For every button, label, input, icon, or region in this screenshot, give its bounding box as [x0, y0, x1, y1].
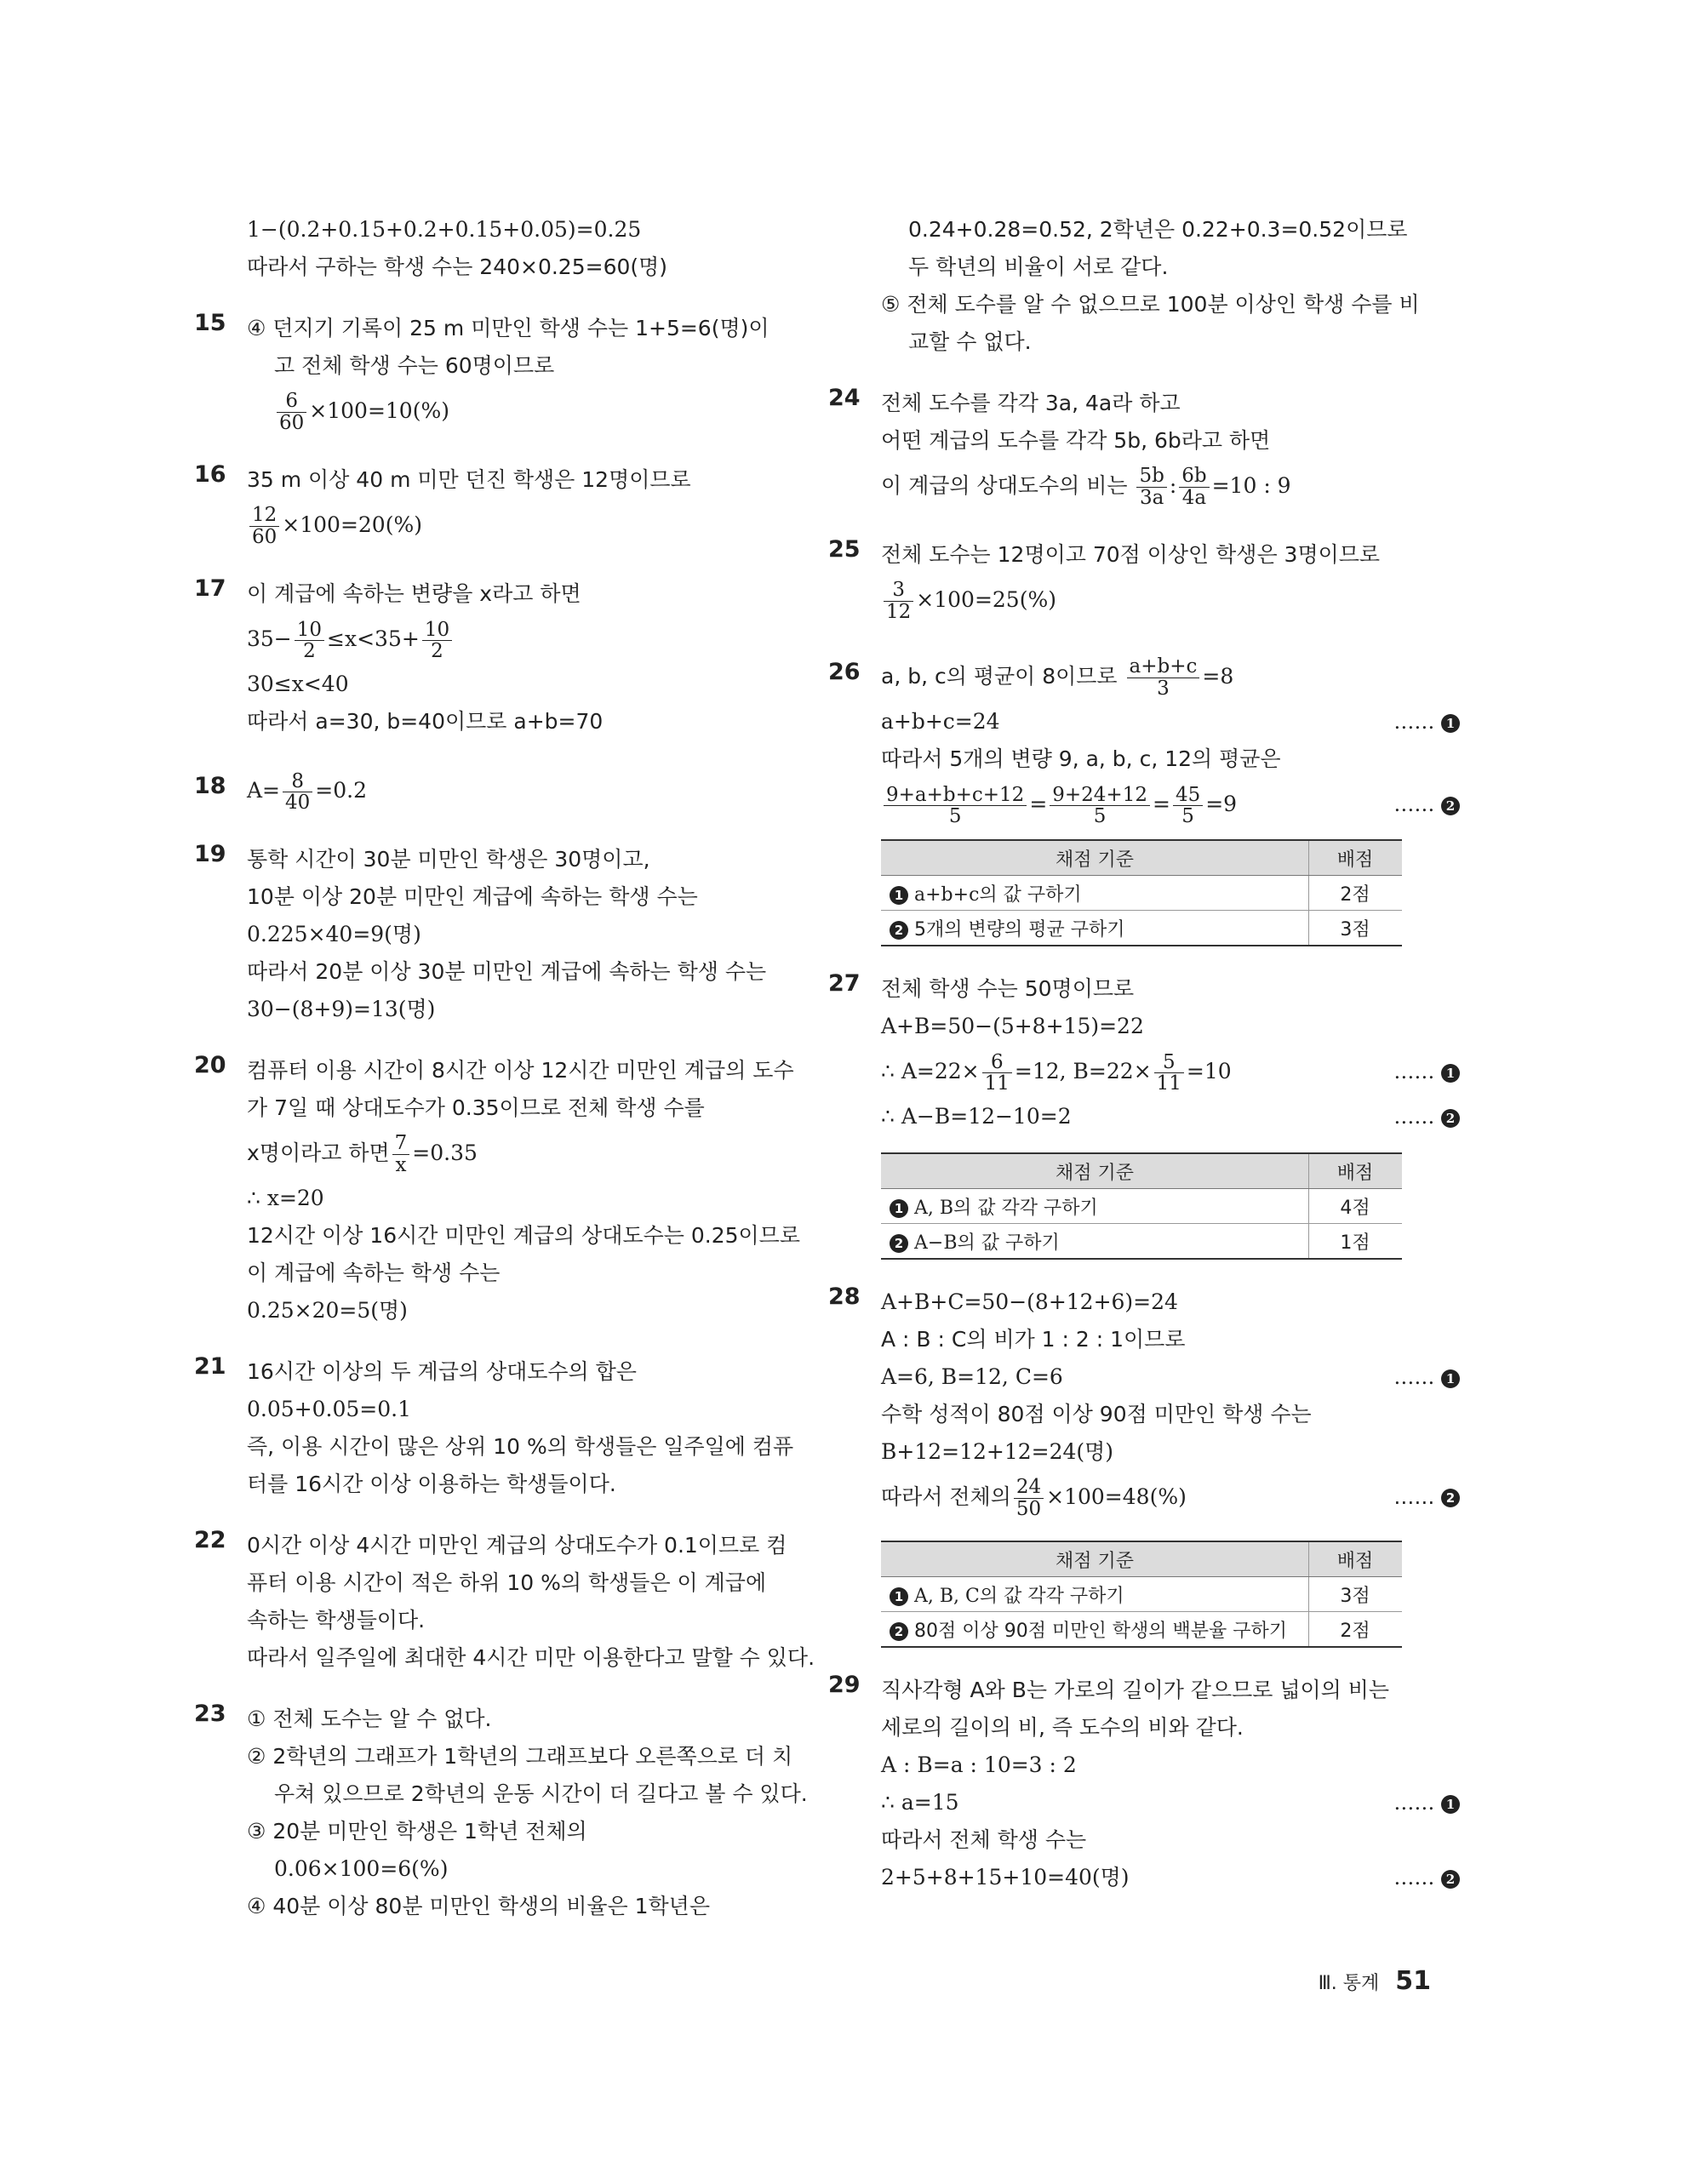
fraction: $\frac{5}{11}$ [1154, 1052, 1184, 1094]
fraction: $\frac{12}{60}$ [249, 505, 279, 546]
solution-line: 2+5+8+15+10=40(명) …… 2 [881, 1859, 1460, 1896]
solution-line: 속하는 학생들이다. [247, 1608, 426, 1632]
fraction: $\frac{45}{5}$ [1173, 785, 1203, 826]
solution-line: ④ 던지기 기록이 25 m 미만인 학생 수는 1+5=6(명)이 [247, 316, 769, 340]
solution-27 [828, 970, 1460, 1260]
problem-number: 18 [194, 773, 226, 799]
solution-line: 퓨터 이용 시간이 적은 하위 10 %의 학생들은 이 계급에 [247, 1570, 767, 1595]
solution-line: 따라서 구하는 학생 수는 240×0.25=60(명) [247, 254, 668, 279]
solution-line: 직사각형 A와 B는 가로의 길이가 같으므로 넓이의 비는 [881, 1678, 1390, 1702]
page-number: 51 [1395, 1966, 1431, 1996]
problem-number: 22 [194, 1527, 226, 1553]
fraction: $\frac{6b}{4a}$ [1179, 466, 1209, 507]
solution-28 [828, 1284, 1460, 1648]
problem-number: 24 [828, 385, 861, 411]
solution-line: $\frac{6}{60}$ ×100=10(%) [247, 385, 817, 437]
points-header: 배점 [1309, 1541, 1403, 1577]
solution-line: 따라서 전체 학생 수는 [881, 1827, 1087, 1852]
solution-line: 따라서 20분 이상 30분 미만인 계급에 속하는 학생 수는 [247, 959, 767, 984]
problem-number: 21 [194, 1353, 226, 1380]
fraction: $\frac{10}{2}$ [295, 620, 324, 661]
solution-18 [194, 764, 817, 817]
step-marker: …… 2 [1393, 1859, 1460, 1896]
step-2-badge: 2 [1441, 797, 1460, 815]
solution-line: A+B+C=50−(8+12+6)=24 [881, 1289, 1178, 1314]
scoring-table [881, 1541, 1402, 1648]
solution-line: 우쳐 있으므로 2학년의 운동 시간이 더 길다고 볼 수 있다. [274, 1781, 808, 1806]
solution-line: 따라서 a=30, b=40이므로 a+b=70 [247, 709, 604, 734]
step-marker: …… 1 [1393, 703, 1460, 740]
solution-line: 이 계급에 속하는 학생 수는 [247, 1261, 501, 1285]
solution-line: 이 계급의 상대도수의 비는 $\frac{5b}{3a}$ : $\frac{6b}{4a}$ =10 : 9 [881, 465, 1291, 509]
step-marker: …… 2 [1393, 1471, 1460, 1524]
points-header: 배점 [1309, 840, 1403, 876]
solution-line: 이 계급에 속하는 변량을 x라고 하면 [247, 581, 581, 606]
table-row: 1 A, B의 값 각각 구하기 4점 [881, 1189, 1402, 1224]
solution-line: 전체 도수는 12명이고 70점 이상인 학생은 3명이므로 [881, 542, 1381, 567]
problem-number: 17 [194, 575, 226, 602]
solution-line: 전체 학생 수는 50명이므로 [881, 976, 1135, 1001]
solution-line: 터를 16시간 이상 이용하는 학생들이다. [247, 1472, 616, 1496]
problem-number: 26 [828, 659, 861, 685]
problem-number: 20 [194, 1052, 226, 1078]
solution-17 [194, 575, 817, 740]
fraction: $\frac{8}{40}$ [283, 771, 312, 813]
solution-line: 35− $\frac{10}{2}$ ≤x<35+ $\frac{10}{2}$ [247, 613, 817, 666]
solution-line: 두 학년의 비율이 서로 같다. [908, 254, 1169, 279]
fraction: $\frac{9+24+12}{5}$ [1050, 785, 1150, 826]
page-footer [1319, 1966, 1431, 1996]
solution-line: 전체 도수를 각각 3a, 4a라 하고 [881, 391, 1181, 415]
solution-line: $\frac{9+a+b+c+12}{5}$ = $\frac{9+24+12}{5}$ = $\frac{45}{5}$ =9 …… 2 [881, 778, 1460, 831]
criteria-header: 채점 기준 [881, 1153, 1309, 1189]
solution-line: ② 2학년의 그래프가 1학년의 그래프보다 오른쪽으로 더 치 [247, 1744, 793, 1769]
solution-line: 16시간 이상의 두 계급의 상대도수의 합은 [247, 1359, 637, 1384]
solution-line: 10분 이상 20분 미만인 계급에 속하는 학생 수는 [247, 884, 698, 909]
problem-number: 29 [828, 1672, 861, 1698]
solution-line: A : B : C의 비가 1 : 2 : 1이므로 [881, 1327, 1186, 1352]
solution-line: 따라서 5개의 변량 9, a, b, c, 12의 평균은 [881, 746, 1281, 771]
points-header: 배점 [1309, 1153, 1403, 1189]
solution-line: ∴ A=22× $\frac{6}{11}$ =12, B=22× $\frac{5}{11}$ =10 …… 1 [881, 1045, 1460, 1098]
solution-21 [194, 1353, 817, 1503]
problem-number: 19 [194, 841, 226, 867]
solution-line: 통학 시간이 30분 미만인 학생은 30명이고, [247, 847, 650, 872]
solution-line: A= $\frac{8}{40}$ =0.2 [247, 769, 368, 814]
solution-line: $\frac{3}{12}$ ×100=25(%) [881, 574, 1460, 626]
solution-line: 따라서 일주일에 최대한 4시간 미만 이용한다고 말할 수 있다. [247, 1645, 815, 1670]
solution-line: a, b, c의 평균이 8이므로 $\frac{a+b+c}{3}$ =8 [881, 655, 1234, 700]
solution-23-tail [881, 211, 1460, 361]
fraction: $\frac{7}{x}$ [392, 1133, 410, 1175]
fraction: $\frac{6}{60}$ [277, 391, 306, 432]
left-column [194, 211, 817, 1949]
solution-line: 1−(0.2+0.15+0.2+0.15+0.05)=0.25 [247, 217, 642, 242]
scoring-table [881, 1152, 1402, 1260]
solution-22 [194, 1527, 817, 1677]
fraction: $\frac{3}{12}$ [884, 580, 913, 621]
solution-line: ∴ A−B=12−10=2 …… 2 [881, 1098, 1460, 1135]
solution-line: 30≤x<40 [247, 672, 349, 696]
right-column [828, 211, 1460, 1920]
table-row: 1 a+b+c의 값 구하기 2점 [881, 876, 1402, 911]
solution-25 [828, 536, 1460, 626]
table-row: 2 80점 이상 90점 미만인 학생의 백분율 구하기 2점 [881, 1612, 1402, 1648]
solution-16 [194, 461, 817, 552]
solution-line: $\frac{12}{60}$ ×100=20(%) [247, 499, 817, 552]
solution-line: ∴ a=15 …… 1 [881, 1784, 1460, 1821]
step-marker: …… 1 [1393, 1358, 1460, 1396]
solution-15 [194, 310, 817, 437]
solution-line: 0.06×100=6(%) [274, 1856, 449, 1881]
table-row: 2 5개의 변량의 평균 구하기 3점 [881, 911, 1402, 946]
solution-line: 35 m 이상 40 m 미만 던진 학생은 12명이므로 [247, 467, 691, 492]
criteria-header: 채점 기준 [881, 1541, 1309, 1577]
solution-24 [828, 385, 1460, 512]
solution-20 [194, 1052, 817, 1329]
problem-number: 28 [828, 1284, 861, 1310]
table-row: 1 A, B, C의 값 각각 구하기 3점 [881, 1577, 1402, 1612]
problem-number: 23 [194, 1701, 226, 1727]
problem-number: 27 [828, 970, 861, 997]
section-label: Ⅲ. 통계 [1318, 1973, 1380, 1994]
solution-line: 0.225×40=9(명) [247, 922, 421, 946]
solution-line: ③ 20분 미만인 학생은 1학년 전체의 [247, 1819, 587, 1844]
problem-number: 25 [828, 536, 861, 563]
table-row: 2 A−B의 값 구하기 1점 [881, 1224, 1402, 1260]
fraction: $\frac{6}{11}$ [982, 1052, 1012, 1094]
step-1-badge: 1 [1441, 714, 1460, 733]
solution-line: 즉, 이용 시간이 많은 상위 10 %의 학생들은 일주일에 컴퓨 [247, 1434, 794, 1459]
solution-line: 0.25×20=5(명) [247, 1298, 408, 1323]
solution-line: ∴ x=20 [247, 1186, 324, 1210]
step-marker: …… 1 [1393, 1045, 1460, 1098]
solution-line: 고 전체 학생 수는 60명이므로 [274, 353, 555, 378]
criteria-header: 채점 기준 [881, 840, 1309, 876]
solution-line: B+12=12+12=24(명) [881, 1439, 1114, 1464]
solution-line: 30−(8+9)=13(명) [247, 997, 436, 1021]
solution-29 [828, 1672, 1460, 1896]
scoring-table [881, 839, 1402, 946]
fraction: $\frac{a+b+c}{3}$ [1127, 656, 1200, 698]
solution-line: 0시간 이상 4시간 미만인 계급의 상대도수가 0.1이므로 컴 [247, 1533, 787, 1558]
solution-line: a+b+c=24 …… 1 [881, 703, 1460, 740]
fraction: $\frac{24}{50}$ [1014, 1477, 1044, 1518]
solution-line: 교할 수 없다. [908, 329, 1032, 354]
step-marker: …… 1 [1393, 1784, 1460, 1821]
solution-line: 따라서 전체의 $\frac{24}{50}$ ×100=48(%) …… 2 [881, 1471, 1460, 1524]
solution-line: ④ 40분 이상 80분 미만인 학생의 비율은 1학년은 [247, 1894, 710, 1918]
solution-line: 수학 성적이 80점 이상 90점 미만인 학생 수는 [881, 1402, 1312, 1426]
solution-line: A : B=a : 10=3 : 2 [881, 1752, 1077, 1777]
fraction: $\frac{10}{2}$ [422, 620, 452, 661]
solution-14-tail [247, 211, 817, 286]
solution-line: ⑤ 전체 도수를 알 수 없으므로 100분 이상인 학생 수를 비 [881, 292, 1420, 317]
solution-19 [194, 841, 817, 1028]
solution-23 [194, 1701, 817, 1925]
solution-line: A+B=50−(5+8+15)=22 [881, 1014, 1144, 1038]
step-marker: …… 2 [1393, 1098, 1460, 1135]
step-marker: …… 2 [1393, 778, 1460, 831]
solution-26 [828, 650, 1460, 946]
problem-number: 16 [194, 461, 226, 488]
solution-line: 12시간 이상 16시간 미만인 계급의 상대도수는 0.25이므로 [247, 1223, 800, 1248]
solution-line: 0.05+0.05=0.1 [247, 1397, 411, 1421]
solution-line: A=6, B=12, C=6 …… 1 [881, 1358, 1460, 1396]
solution-line: x명이라고 하면 $\frac{7}{x}$ =0.35 [247, 1132, 478, 1176]
problem-number: 15 [194, 310, 226, 336]
solution-line: 가 7일 때 상대도수가 0.35이므로 전체 학생 수를 [247, 1095, 705, 1120]
solution-line: 어떤 계급의 도수를 각각 5b, 6b라고 하면 [881, 428, 1271, 453]
solution-line: ① 전체 도수는 알 수 없다. [247, 1707, 492, 1731]
solution-line: 세로의 길이의 비, 즉 도수의 비와 같다. [881, 1715, 1244, 1740]
fraction: $\frac{9+a+b+c+12}{5}$ [884, 785, 1027, 826]
fraction: $\frac{5b}{3a}$ [1136, 466, 1166, 507]
solution-line: 컴퓨터 이용 시간이 8시간 이상 12시간 미만인 계급의 도수 [247, 1058, 794, 1083]
solution-line: 0.24+0.28=0.52, 2학년은 0.22+0.3=0.52이므로 [908, 217, 1408, 242]
